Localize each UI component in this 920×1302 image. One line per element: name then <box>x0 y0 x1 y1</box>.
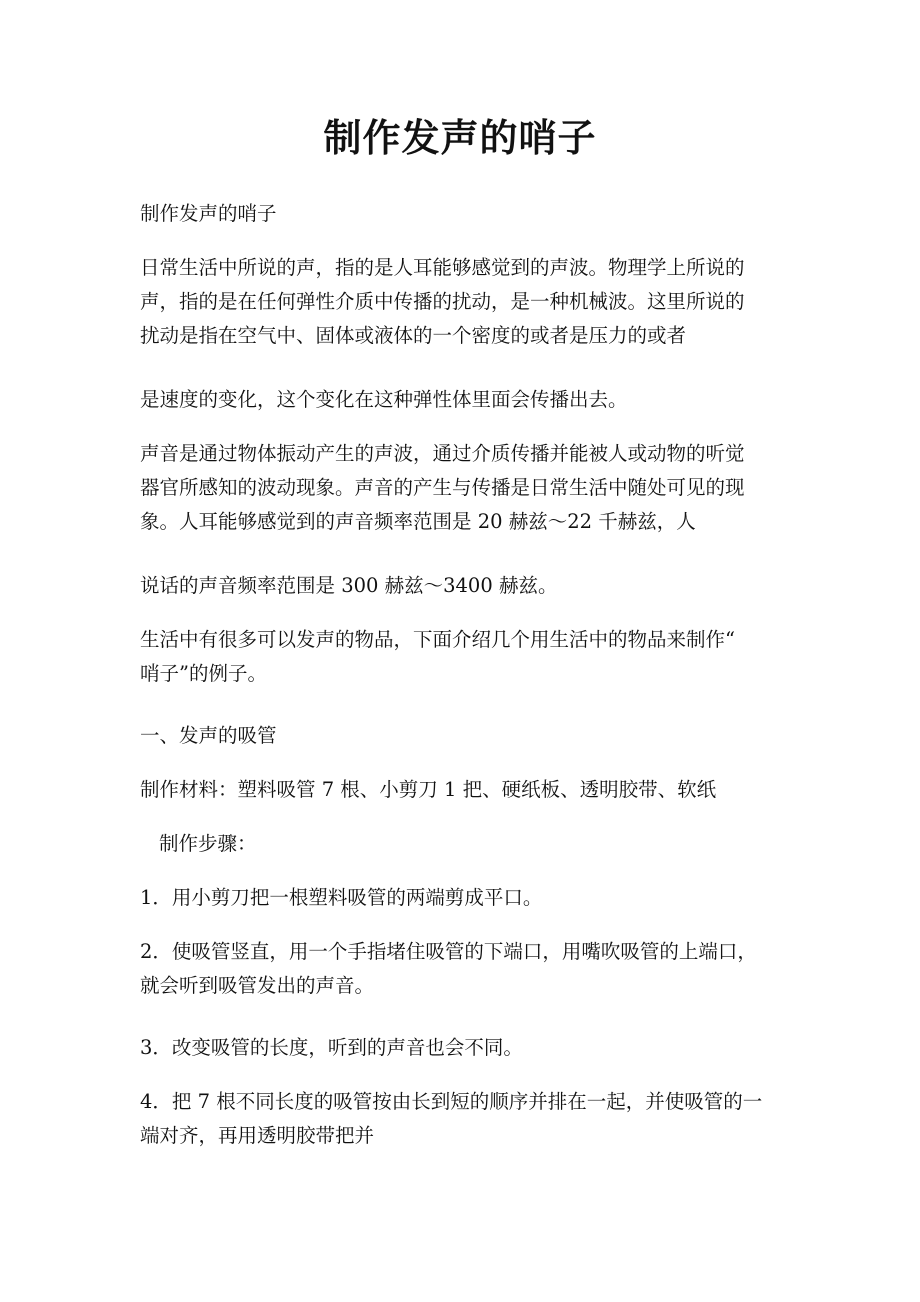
text-line: 制作步骤： <box>159 832 257 855</box>
text-line: 日常生活中所说的声，指的是人耳能够感觉到的声波。物理学上所说的 <box>140 256 745 279</box>
text-line: 2．使吸管竖直，用一个手指堵住吸管的下端口，用嘴吹吸管的上端口， <box>140 940 757 963</box>
paragraph-sound-waves <box>140 437 785 539</box>
text-line: 一、发声的吸管 <box>140 724 277 747</box>
text-line: 是速度的变化，这个变化在这种弹性体里面会传播出去。 <box>140 388 628 411</box>
text-line: 制作材料：塑料吸管 7 根、小剪刀 1 把、硬纸板、透明胶带、软纸 <box>140 778 717 801</box>
paragraph-intro <box>140 623 785 691</box>
text-line: 3．改变吸管的长度，听到的声音也会不同。 <box>140 1036 523 1059</box>
step-2 <box>140 935 785 1003</box>
section-heading-straw <box>140 719 785 753</box>
text-line: 4．把 7 根不同长度的吸管按由长到短的顺序并排在一起，并使吸管的一 <box>140 1090 763 1113</box>
step-3 <box>140 1031 785 1065</box>
text-line: 象。人耳能够感觉到的声音频率范围是 20 赫兹～22 千赫兹，人 <box>140 510 696 533</box>
text-line: 制作发声的哨子 <box>140 202 277 225</box>
text-line: 声，指的是在任何弹性介质中传播的扰动，是一种机械波。这里所说的 <box>140 290 745 313</box>
paragraph-speech-frequency <box>140 569 785 603</box>
text-line: 器官所感知的波动现象。声音的产生与传播是日常生活中随处可见的现 <box>140 476 745 499</box>
paragraph-materials <box>140 773 785 807</box>
text-line: 1．用小剪刀把一根塑料吸管的两端剪成平口。 <box>140 886 543 909</box>
paragraph-sound-definition-cont <box>140 383 785 417</box>
text-line: 生活中有很多可以发声的物品，下面介绍几个用生活中的物品来制作“ <box>140 628 735 651</box>
step-1 <box>140 881 785 915</box>
paragraph-sound-definition <box>140 251 785 353</box>
document-title: 制作发声的哨子 <box>323 115 597 160</box>
text-line: 就会听到吸管发出的声音。 <box>140 974 375 997</box>
paragraph-steps-heading <box>140 827 804 861</box>
text-line: 扰动是指在空气中、固体或液体的一个密度的或者是压力的或者 <box>140 324 687 347</box>
step-4 <box>140 1085 785 1153</box>
paragraph-subtitle <box>140 197 785 231</box>
text-line: 哨子”的例子。 <box>140 662 267 685</box>
text-line: 端对齐，再用透明胶带把并 <box>140 1124 375 1147</box>
text-line: 声音是通过物体振动产生的声波，通过介质传播并能被人或动物的听觉 <box>140 442 745 465</box>
text-line: 说话的声音频率范围是 300 赫兹～3400 赫兹。 <box>140 574 558 597</box>
